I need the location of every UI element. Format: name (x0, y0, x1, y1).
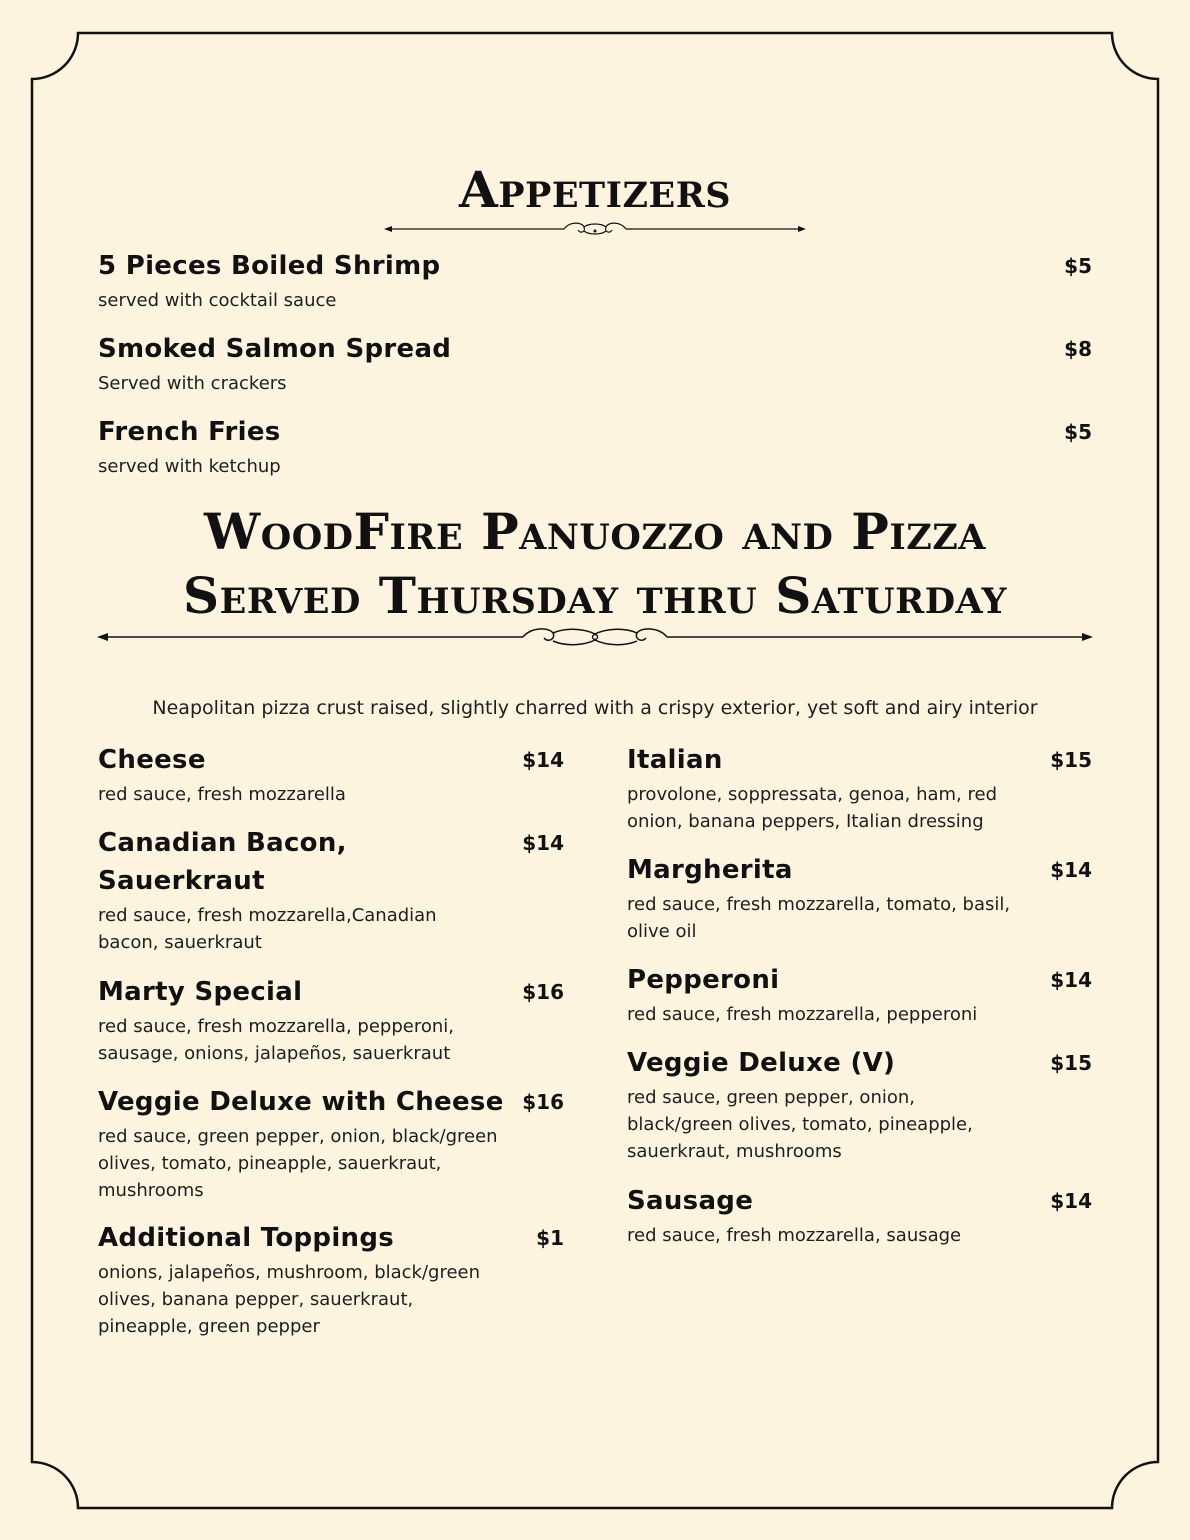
item-description: red sauce, fresh mozzarella, pepperoni, sausage, onions, jalapeños, sauerkraut (98, 1016, 454, 1064)
item-price: $15 (1050, 1051, 1092, 1075)
appetizer-item (98, 413, 1092, 480)
item-name: Smoked Salmon Spread (98, 334, 452, 364)
item-name: Additional Toppings (98, 1223, 395, 1253)
item-price: $16 (522, 980, 564, 1004)
item-price: $1 (536, 1226, 564, 1250)
item-description: onions, jalapeños, mushroom, black/green olives, banana pepper, sauerkraut, pineapple, green pepper (98, 1262, 481, 1337)
pizza-item (627, 1044, 1092, 1165)
pizza-item (98, 973, 564, 1067)
item-name: Cheese (98, 745, 206, 775)
item-name: Italian (627, 745, 723, 775)
pizza-item (98, 741, 564, 808)
item-description: red sauce, green pepper, onion, black/green olives, tomato, pineapple, sauerkraut, mushrooms (627, 1087, 973, 1162)
pizza-crust-tagline: Neapolitan pizza crust raised, slightly charred with a crispy exterior, yet soft and airy interior (152, 697, 1038, 719)
item-price: $14 (522, 748, 564, 772)
ornament-divider-pizza (97, 624, 1093, 650)
appetizer-item (98, 247, 1092, 314)
pizza-heading-line2: Served Thursday thru Saturday (183, 566, 1007, 625)
item-name: 5 Pieces Boiled Shrimp (98, 251, 441, 281)
item-price: $5 (1064, 420, 1092, 444)
item-description: Served with crackers (98, 373, 287, 394)
item-description: red sauce, green pepper, onion, black/green olives, tomato, pineapple, sauerkraut, mushrooms (98, 1126, 498, 1201)
item-description: provolone, soppressata, genoa, ham, red onion, banana peppers, Italian dressing (627, 784, 998, 832)
item-description: red sauce, fresh mozzarella, tomato, basil, olive oil (627, 894, 1011, 942)
item-name: Veggie Deluxe with Cheese (98, 1087, 504, 1117)
item-name: Pepperoni (627, 965, 780, 995)
appetizers-heading: Appetizers (458, 160, 732, 219)
item-name: Margherita (627, 855, 793, 885)
item-name: Veggie Deluxe (V) (627, 1048, 896, 1078)
item-price: $5 (1064, 254, 1092, 278)
appetizer-item (98, 330, 1092, 397)
pizza-item (98, 824, 564, 956)
item-price: $16 (522, 1090, 564, 1114)
item-description: red sauce, fresh mozzarella (98, 784, 346, 805)
item-price: $8 (1064, 337, 1092, 361)
item-description: red sauce, fresh mozzarella, pepperoni (627, 1004, 978, 1025)
pizza-item (627, 1182, 1092, 1249)
pizza-item (627, 961, 1092, 1028)
item-price: $14 (1050, 968, 1092, 992)
item-price: $15 (1050, 748, 1092, 772)
pizza-item (627, 741, 1092, 835)
item-name: Canadian Bacon, Sauerkraut (98, 828, 347, 896)
item-description: served with ketchup (98, 456, 281, 477)
pizza-item (98, 1219, 564, 1340)
ornament-divider-appetizers (384, 218, 806, 240)
item-description: red sauce, fresh mozzarella, sausage (627, 1225, 962, 1246)
item-name: Marty Special (98, 977, 303, 1007)
pizza-heading-line1: WoodFire Panuozzo and Pizza (204, 502, 986, 561)
item-description: red sauce, fresh mozzarella,Canadian bacon, sauerkraut (98, 905, 437, 953)
item-name: Sausage (627, 1186, 754, 1216)
pizza-heading (0, 500, 1190, 628)
pizza-item (98, 1083, 564, 1204)
item-name: French Fries (98, 417, 281, 447)
item-price: $14 (522, 831, 564, 855)
item-price: $14 (1050, 1189, 1092, 1213)
item-price: $14 (1050, 858, 1092, 882)
pizza-item (627, 851, 1092, 945)
item-description: served with cocktail sauce (98, 290, 337, 311)
